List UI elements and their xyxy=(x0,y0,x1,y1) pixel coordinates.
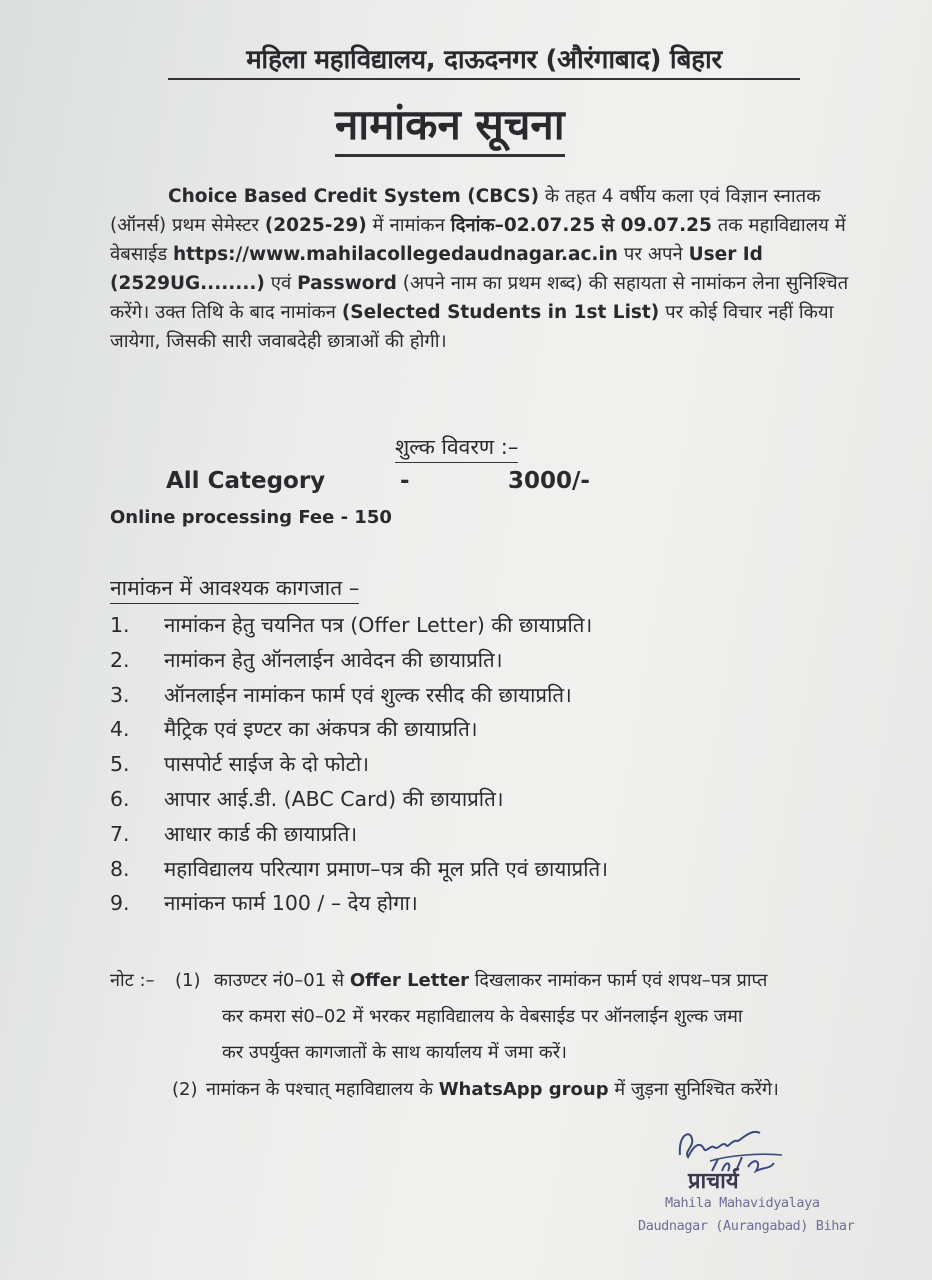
item-text: महाविद्यालय परित्याग प्रमाण–पत्र की मूल प्रति एवं छायाप्रति। xyxy=(164,856,608,881)
offer-letter-text: Offer Letter xyxy=(349,970,470,991)
admission-paragraph xyxy=(110,182,856,356)
cbcs-text: Choice Based Credit System (CBCS) xyxy=(168,186,540,207)
note-text: काउण्टर नं0–01 से xyxy=(214,970,350,991)
item-text: पासपोर्ट साईज के दो फोटो। xyxy=(164,752,370,777)
stamp-line-1: Mahila Mahavidyalaya xyxy=(665,1195,820,1211)
college-name: महिला महाविद्यालय, दाऊदनगर (औरंगाबाद) बिहार xyxy=(168,40,800,80)
para-text: पर अपने xyxy=(617,244,689,265)
item-number: 8. xyxy=(110,856,130,881)
note-1-text xyxy=(214,963,854,1071)
note-1-line-2: कर कमरा सं0–02 में भरकर महाविद्यालय के वेबसाईड पर ऑनलाईन शुल्क जमा xyxy=(222,1006,743,1027)
documents-heading: नामांकन में आवश्यक कागजात – xyxy=(110,573,359,604)
list-item xyxy=(110,712,870,747)
fee-heading: शुल्क विवरण :– xyxy=(395,432,518,463)
para-text: के तहत 4 वर्षीय कला एवं विज्ञान स्नातक (ऑनर्स) प्रथम सेमेस्टर xyxy=(110,186,821,236)
list-item xyxy=(110,747,870,782)
list-item xyxy=(110,817,870,852)
notice-title: नामांकन सूचना xyxy=(335,96,565,157)
fee-amount: 3000/- xyxy=(508,468,590,494)
selected-students-text: (Selected Students in 1st List) xyxy=(341,302,660,323)
list-item xyxy=(110,886,870,921)
item-number: 3. xyxy=(110,682,130,707)
item-text: नामांकन हेतु चयनित पत्र (Offer Letter) की छायाप्रति। xyxy=(164,613,593,637)
fee-category: All Category xyxy=(166,468,326,494)
documents-list xyxy=(110,608,870,921)
signature-block xyxy=(630,1115,860,1255)
note-1-line-3: कर उपर्युक्त कागजातों के साथ कार्यालय में जमा करें। xyxy=(222,1042,567,1063)
item-text: आधार कार्ड की छायाप्रति। xyxy=(164,821,358,846)
item-number: 9. xyxy=(110,891,130,916)
list-item xyxy=(110,782,870,817)
fee-dash: - xyxy=(400,468,410,494)
session-text: (2025-29) xyxy=(264,215,367,236)
para-text: में नामांकन xyxy=(366,215,451,236)
principal-title: प्राचार्य xyxy=(688,1169,739,1194)
processing-fee: Online processing Fee - 150 xyxy=(110,507,392,528)
note-text: नामांकन के पश्चात् महाविद्यालय के xyxy=(206,1079,439,1100)
note-text: में जुड़ना सुनिश्चित करेंगे। xyxy=(608,1079,779,1100)
note-2-text xyxy=(206,1072,866,1108)
stamp-line-2: Daudnagar (Aurangabad) Bihar xyxy=(638,1218,855,1234)
item-text: नामांकन हेतु ऑनलाईन आवेदन की छायाप्रति। xyxy=(164,647,503,672)
user-id-text: User Id (2529UG........) xyxy=(110,244,763,294)
note-2-number: (2) xyxy=(172,1079,198,1100)
para-text: तक महाविद्यालय में वेबसाईड xyxy=(110,215,846,265)
item-number: 1. xyxy=(110,613,130,637)
list-item xyxy=(110,643,870,678)
item-text: आपार आई.डी. (ABC Card) की छायाप्रति। xyxy=(164,786,504,811)
item-number: 6. xyxy=(110,786,130,811)
item-text: ऑनलाईन नामांकन फार्म एवं शुल्क रसीद की छायाप्रति। xyxy=(164,682,572,707)
item-text: नामांकन फार्म 100 / – देय होगा। xyxy=(164,891,418,916)
item-number: 5. xyxy=(110,752,130,777)
para-text: पर कोई विचार नहीं किया जायेगा, जिसकी सारी जवाबदेही छात्राओं की होगी। xyxy=(110,302,834,352)
para-text: (अपने नाम का प्रथम शब्द) की सहायता से नामांकन लेना सुनिश्चित करेंगे। उक्त तिथि के बाद नामांकन xyxy=(110,273,849,323)
list-item xyxy=(110,608,870,643)
note-label: नोट :– xyxy=(110,970,155,991)
item-number: 2. xyxy=(110,647,130,672)
list-item xyxy=(110,678,870,713)
item-number: 4. xyxy=(110,717,130,742)
list-item xyxy=(110,852,870,887)
password-text: Password xyxy=(297,273,397,294)
item-number: 7. xyxy=(110,821,130,846)
website-link[interactable]: https://www.mahilacollegedaudnagar.ac.in xyxy=(173,244,618,265)
item-text: मैट्रिक एवं इण्टर का अंकपत्र की छायाप्रति। xyxy=(164,717,478,742)
admission-dates: दिनांक–02.07.25 से 09.07.25 xyxy=(450,215,712,236)
note-1-number: (1) xyxy=(175,970,201,991)
para-text: एवं xyxy=(264,273,298,294)
note-text: दिखलाकर नामांकन फार्म एवं शपथ–पत्र प्राप्त xyxy=(469,970,768,991)
whatsapp-text: WhatsApp group xyxy=(438,1079,609,1100)
